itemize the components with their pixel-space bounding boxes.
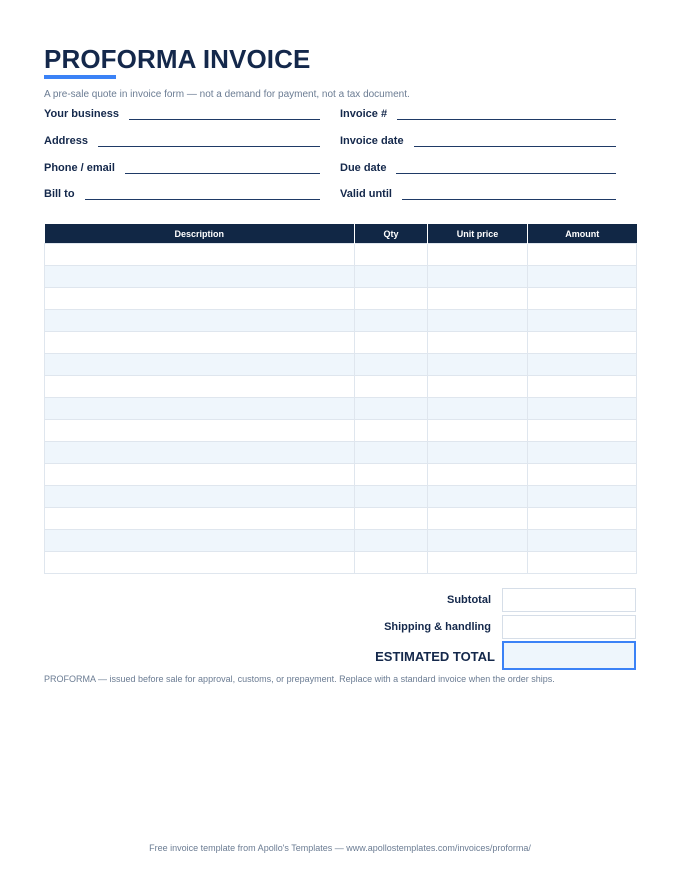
subtotal-input[interactable] [502,588,636,612]
description-cell[interactable] [45,266,355,288]
table-row [45,464,637,486]
shipping-label: Shipping & handling [384,621,491,633]
column-header-amount: Amount [528,224,637,244]
address-line[interactable] [98,134,320,147]
your-business-label: Your business [44,108,119,120]
qty-cell[interactable] [355,530,428,552]
unit-price-cell[interactable] [428,420,528,442]
subtotal-label: Subtotal [447,594,491,606]
your-business-line[interactable] [129,107,320,120]
unit-price-cell[interactable] [428,530,528,552]
qty-cell[interactable] [355,464,428,486]
your-business-field[interactable] [44,104,320,120]
table-row [45,552,637,574]
table-row [45,288,637,310]
bill-to-label: Bill to [44,188,75,200]
table-row [45,310,637,332]
page-subtitle: A pre-sale quote in invoice form — not a demand for payment, not a tax document. [44,89,410,100]
due-date-field[interactable] [340,158,616,174]
qty-cell[interactable] [355,398,428,420]
column-header-unit-price: Unit price [428,224,528,244]
table-header-row [45,224,637,244]
unit-price-cell[interactable] [428,552,528,574]
table-row [45,486,637,508]
unit-price-cell[interactable] [428,288,528,310]
amount-cell[interactable] [528,398,637,420]
table-row [45,376,637,398]
phone-email-label: Phone / email [44,162,115,174]
column-header-description: Description [45,224,355,244]
qty-cell[interactable] [355,508,428,530]
description-cell[interactable] [45,310,355,332]
unit-price-cell[interactable] [428,464,528,486]
proforma-note: PROFORMA — issued before sale for approval, customs, or prepayment. Replace with a standard invoice when the order ships. [44,674,555,684]
estimated-total-input[interactable] [502,641,636,670]
qty-cell[interactable] [355,266,428,288]
table-row [45,420,637,442]
amount-cell[interactable] [528,266,637,288]
unit-price-cell[interactable] [428,376,528,398]
invoice-number-field[interactable] [340,104,616,120]
footer-credit: Free invoice template from Apollo's Templates — www.apollostemplates.com/invoices/proforma/ [149,843,531,853]
description-cell[interactable] [45,464,355,486]
qty-cell[interactable] [355,354,428,376]
unit-price-cell[interactable] [428,244,528,266]
amount-cell[interactable] [528,376,637,398]
qty-cell[interactable] [355,552,428,574]
qty-cell[interactable] [355,442,428,464]
unit-price-cell[interactable] [428,266,528,288]
description-cell[interactable] [45,486,355,508]
description-cell[interactable] [45,552,355,574]
table-row [45,332,637,354]
estimated-total-label: ESTIMATED TOTAL [375,649,495,664]
table-row [45,508,637,530]
invoice-date-line[interactable] [414,134,616,147]
description-cell[interactable] [45,508,355,530]
page-title: PROFORMA INVOICE [44,44,311,74]
line-items-table [44,224,637,574]
description-cell[interactable] [45,420,355,442]
amount-cell[interactable] [528,464,637,486]
amount-cell[interactable] [528,288,637,310]
amount-cell[interactable] [528,552,637,574]
table-row [45,354,637,376]
due-date-line[interactable] [396,161,616,174]
qty-cell[interactable] [355,332,428,354]
amount-cell[interactable] [528,486,637,508]
qty-cell[interactable] [355,244,428,266]
bill-to-field[interactable] [44,184,320,200]
invoice-date-label: Invoice date [340,135,404,147]
bill-to-line[interactable] [85,187,320,200]
qty-cell[interactable] [355,420,428,442]
unit-price-cell[interactable] [428,442,528,464]
table-row [45,442,637,464]
title-accent-bar [44,75,116,79]
amount-cell[interactable] [528,508,637,530]
table-row [45,244,637,266]
table-row [45,266,637,288]
qty-cell[interactable] [355,310,428,332]
shipping-input[interactable] [502,615,636,639]
description-cell[interactable] [45,288,355,310]
valid-until-line[interactable] [402,187,616,200]
due-date-label: Due date [340,162,387,174]
valid-until-label: Valid until [340,188,392,200]
unit-price-cell[interactable] [428,398,528,420]
unit-price-cell[interactable] [428,508,528,530]
phone-email-field[interactable] [44,158,320,174]
invoice-date-field[interactable] [340,131,616,147]
description-cell[interactable] [45,442,355,464]
amount-cell[interactable] [528,530,637,552]
qty-cell[interactable] [355,376,428,398]
description-cell[interactable] [45,376,355,398]
qty-cell[interactable] [355,486,428,508]
address-field[interactable] [44,131,320,147]
description-cell[interactable] [45,332,355,354]
amount-cell[interactable] [528,332,637,354]
phone-email-line[interactable] [125,161,320,174]
address-label: Address [44,135,89,147]
description-cell[interactable] [45,398,355,420]
table-body [45,244,637,574]
unit-price-cell[interactable] [428,332,528,354]
amount-cell[interactable] [528,420,637,442]
unit-price-cell[interactable] [428,310,528,332]
table-row [45,398,637,420]
invoice-number-label: Invoice # [340,108,388,120]
column-header-qty: Qty [355,224,428,244]
valid-until-field[interactable] [340,184,616,200]
amount-cell[interactable] [528,442,637,464]
amount-cell[interactable] [528,244,637,266]
description-cell[interactable] [45,530,355,552]
unit-price-cell[interactable] [428,354,528,376]
amount-cell[interactable] [528,310,637,332]
description-cell[interactable] [45,354,355,376]
description-cell[interactable] [45,244,355,266]
invoice-number-line[interactable] [397,107,616,120]
amount-cell[interactable] [528,354,637,376]
table-row [45,530,637,552]
qty-cell[interactable] [355,288,428,310]
unit-price-cell[interactable] [428,486,528,508]
